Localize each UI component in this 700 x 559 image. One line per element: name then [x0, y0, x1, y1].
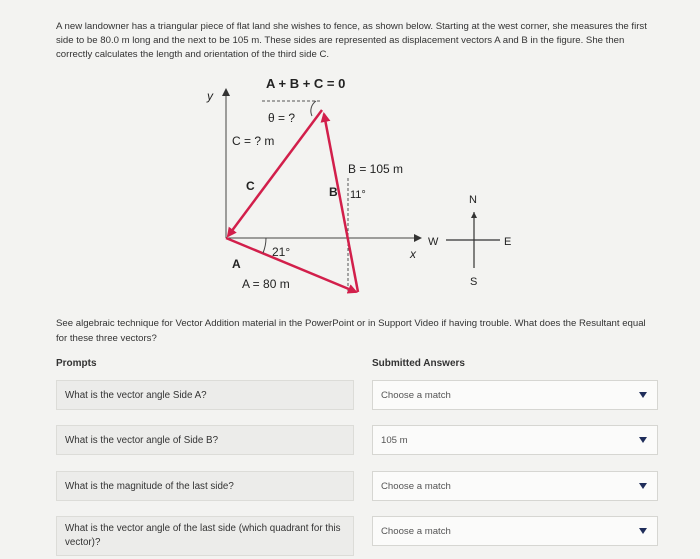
chevron-down-icon — [639, 392, 647, 398]
prompt-3 — [56, 471, 354, 501]
a-angle-label: 21° — [272, 245, 291, 259]
answer-1-value: Choose a match — [381, 389, 451, 401]
answers-header: Submitted Answers — [372, 358, 465, 369]
chevron-down-icon — [639, 437, 647, 443]
a-vector-label: A — [232, 257, 241, 271]
compass-north: N — [469, 194, 477, 206]
theta-label: θ = ? — [268, 111, 296, 125]
prompt-4-text: What is the vector angle of the last side (which quadrant for this vector)? — [65, 523, 341, 548]
answer-3-value: Choose a match — [381, 480, 451, 492]
answer-select-1[interactable] — [372, 380, 658, 410]
answer-select-4[interactable] — [372, 516, 658, 546]
prompt-4 — [56, 516, 354, 556]
prompts-header: Prompts — [56, 358, 97, 369]
theta-arc — [311, 101, 316, 116]
a-angle-arc — [263, 238, 266, 253]
problem-statement: A new landowner has a triangular piece of flat land she wishes to fence, as shown below. Starting at the west corner, she measures the first side to be 80.0 m long and the next to be 105 m. These sides are represented as displacement vectors A and B in the figure. She then correctly calculates the length and orientation of the third side C. — [56, 21, 647, 60]
compass-east: E — [504, 236, 512, 248]
compass-rose — [428, 194, 511, 288]
instruction-note: See algebraic technique for Vector Addition material in the PowerPoint or in Support Video if having trouble. What does the Resultant equal for these three vectors? — [56, 318, 646, 344]
prompt-3-text: What is the magnitude of the last side? — [65, 480, 234, 492]
x-axis-label: x — [410, 247, 416, 261]
compass-west: W — [428, 236, 439, 248]
b-length-label: B = 105 m — [348, 162, 404, 176]
vector-b — [324, 114, 358, 292]
c-length-label: C = ? m — [232, 134, 275, 148]
equation-label: A + B + C = 0 — [266, 76, 346, 91]
answer-select-3[interactable] — [372, 471, 658, 501]
answer-4-value: Choose a match — [381, 525, 451, 537]
answer-select-2[interactable] — [372, 425, 658, 455]
chevron-down-icon — [639, 483, 647, 489]
answer-2-value: 105 m — [381, 434, 408, 446]
vector-c — [228, 110, 322, 236]
prompt-1 — [56, 380, 354, 410]
prompt-2 — [56, 425, 354, 455]
b-angle-label: 11° — [350, 189, 366, 201]
y-axis-label: y — [207, 89, 213, 103]
prompt-1-text: What is the vector angle Side A? — [65, 389, 207, 401]
compass-south: S — [470, 276, 478, 288]
c-vector-label: C — [246, 179, 255, 193]
a-length-label: A = 80 m — [242, 277, 290, 291]
chevron-down-icon — [639, 528, 647, 534]
b-vector-label: B — [329, 185, 338, 199]
prompt-2-text: What is the vector angle of Side B? — [65, 434, 219, 446]
